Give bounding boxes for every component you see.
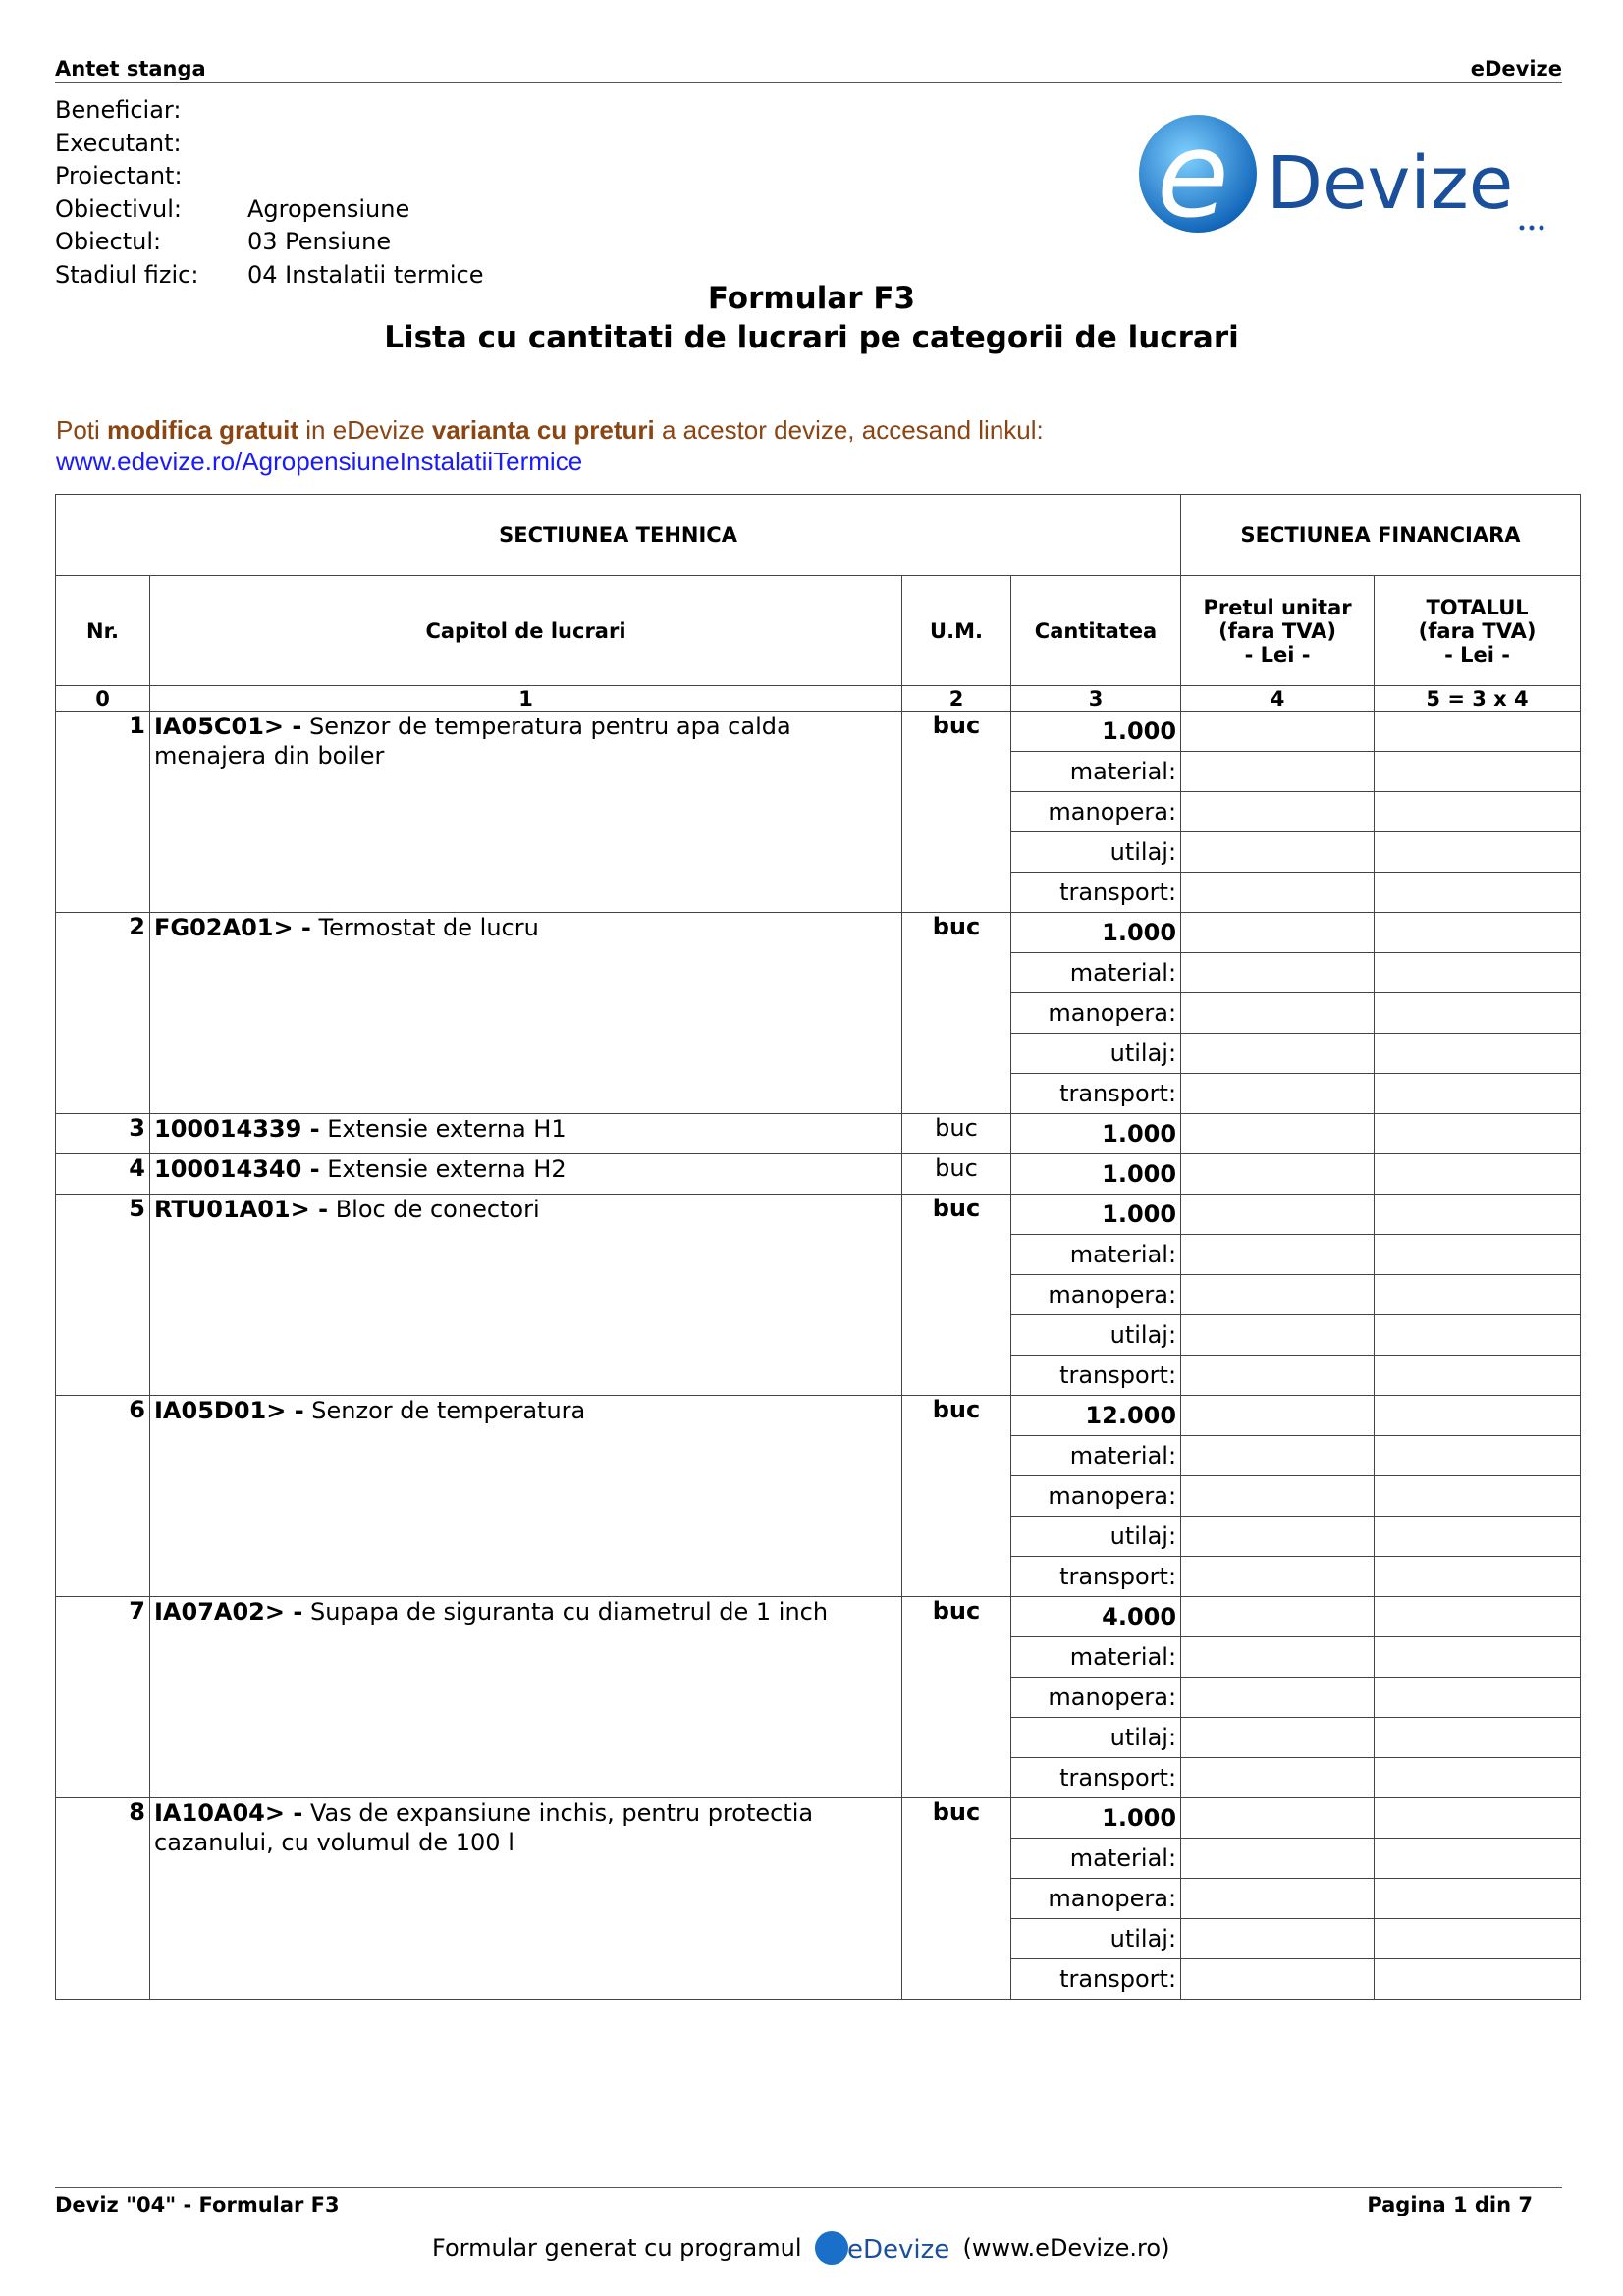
sub-price — [1181, 873, 1375, 913]
item-row — [56, 1798, 1581, 1839]
sub-total — [1375, 752, 1581, 792]
logo-dot — [1540, 226, 1544, 231]
item-price — [1181, 1195, 1375, 1235]
page-title: Formular F3 — [707, 281, 916, 316]
item-nr: 1 — [56, 712, 150, 913]
item-nr: 7 — [56, 1597, 150, 1798]
col-nr: Nr. — [56, 576, 150, 686]
item-total — [1375, 1597, 1581, 1637]
item-desc-cell — [150, 913, 902, 1114]
item-um: buc — [902, 1798, 1011, 2000]
item-nr: 2 — [56, 913, 150, 1114]
item-total — [1375, 1798, 1581, 1839]
item-desc: Termostat de lucru — [318, 914, 539, 941]
footer-logo-circle — [815, 2231, 848, 2265]
item-desc-cell — [150, 1396, 902, 1597]
meta-label: Beneficiar: — [55, 96, 182, 124]
meta-label: Executant: — [55, 129, 182, 157]
item-qty: 1.000 — [1011, 1114, 1181, 1154]
sub-total — [1375, 1315, 1581, 1356]
sub-total — [1375, 953, 1581, 993]
idx-cell: 2 — [902, 686, 1011, 712]
sub-label: material: — [1011, 953, 1181, 993]
meta-block — [55, 94, 483, 292]
item-um: buc — [902, 1396, 1011, 1597]
sub-label: transport: — [1011, 1557, 1181, 1597]
idx-cell: 5 = 3 x 4 — [1375, 686, 1581, 712]
sub-label: manopera: — [1011, 1678, 1181, 1718]
item-row — [56, 1114, 1581, 1154]
sub-price — [1181, 1637, 1375, 1678]
header-divider — [55, 82, 1562, 83]
sub-label: utilaj: — [1011, 1034, 1181, 1074]
sub-price — [1181, 1315, 1375, 1356]
item-code: IA10A04> - — [154, 1799, 303, 1827]
item-row — [56, 913, 1581, 953]
sub-label: material: — [1011, 1235, 1181, 1275]
item-row — [56, 1396, 1581, 1436]
item-desc-cell — [150, 1114, 902, 1154]
sub-label: utilaj: — [1011, 1517, 1181, 1557]
sub-total — [1375, 1356, 1581, 1396]
sub-label: manopera: — [1011, 1879, 1181, 1919]
promo-part: a acestor devize, accesand linkul: — [654, 415, 1044, 445]
item-desc-cell — [150, 1798, 902, 2000]
item-nr: 4 — [56, 1154, 150, 1195]
item-desc: Extensie externa H2 — [327, 1155, 567, 1183]
sub-label: transport: — [1011, 1959, 1181, 2000]
item-price — [1181, 1154, 1375, 1195]
sub-price — [1181, 1074, 1375, 1114]
item-code: IA05C01> - — [154, 713, 302, 740]
sub-total — [1375, 1959, 1581, 2000]
item-desc: Senzor de temperatura pentru apa calda menajera din boiler — [154, 713, 791, 770]
item-code: RTU01A01> - — [154, 1196, 329, 1223]
logo-letter-e: e — [1157, 110, 1229, 238]
meta-value: 03 Pensiune — [247, 228, 392, 255]
meta-label: Stadiul fizic: — [55, 260, 199, 289]
sub-price — [1181, 1034, 1375, 1074]
footer-left: Deviz "04" - Formular F3 — [55, 2193, 340, 2216]
sub-total — [1375, 993, 1581, 1034]
col-total-l2: (fara TVA) — [1418, 618, 1537, 643]
col-total — [1375, 576, 1581, 686]
sub-label: manopera: — [1011, 1476, 1181, 1517]
item-code: 100014340 - — [154, 1155, 320, 1183]
item-row — [56, 1195, 1581, 1235]
item-price — [1181, 1597, 1375, 1637]
item-total — [1375, 1195, 1581, 1235]
meta-row-obiectul — [55, 226, 483, 259]
sub-price — [1181, 1476, 1375, 1517]
meta-row-beneficiar — [55, 94, 483, 128]
sub-label: transport: — [1011, 1074, 1181, 1114]
col-pret-unitar — [1181, 576, 1375, 686]
sub-total — [1375, 1678, 1581, 1718]
sub-price — [1181, 1436, 1375, 1476]
header-left: Antet stanga — [55, 57, 206, 80]
meta-row-executant — [55, 128, 483, 161]
item-qty: 1.000 — [1011, 712, 1181, 752]
sub-price — [1181, 792, 1375, 832]
item-qty: 4.000 — [1011, 1597, 1181, 1637]
item-nr: 3 — [56, 1114, 150, 1154]
header-right: eDevize — [1470, 57, 1562, 80]
item-um: buc — [902, 1154, 1011, 1195]
sub-price — [1181, 1235, 1375, 1275]
item-um: buc — [902, 712, 1011, 913]
sub-total — [1375, 1557, 1581, 1597]
sub-price — [1181, 1557, 1375, 1597]
sub-label: utilaj: — [1011, 1919, 1181, 1959]
index-row — [56, 686, 1581, 712]
item-qty: 1.000 — [1011, 1798, 1181, 1839]
sub-total — [1375, 1758, 1581, 1798]
item-desc-cell — [150, 1597, 902, 1798]
item-um: buc — [902, 1195, 1011, 1396]
item-row — [56, 712, 1581, 752]
sub-total — [1375, 873, 1581, 913]
sub-total — [1375, 1476, 1581, 1517]
col-pret-l2: (fara TVA) — [1218, 618, 1336, 643]
column-header-row — [56, 576, 1581, 686]
item-um: buc — [902, 1114, 1011, 1154]
item-qty: 12.000 — [1011, 1396, 1181, 1436]
sub-total — [1375, 1074, 1581, 1114]
meta-row-proiectant — [55, 160, 483, 193]
quantities-table — [55, 494, 1581, 2000]
idx-cell: 0 — [56, 686, 150, 712]
item-row — [56, 1154, 1581, 1195]
item-nr: 8 — [56, 1798, 150, 2000]
meta-value: 04 Instalatii termice — [247, 260, 484, 289]
item-total — [1375, 913, 1581, 953]
sub-price — [1181, 1879, 1375, 1919]
promo-bold: varianta cu preturi — [431, 415, 655, 445]
logo-dot — [1530, 226, 1535, 231]
item-desc-cell — [150, 1154, 902, 1195]
logo-dot — [1520, 226, 1525, 231]
footer-gen-prefix: Formular generat cu programul — [432, 2234, 802, 2262]
item-code: 100014339 - — [154, 1115, 320, 1143]
sub-price — [1181, 953, 1375, 993]
sub-label: manopera: — [1011, 993, 1181, 1034]
sub-label: utilaj: — [1011, 1718, 1181, 1758]
sub-total — [1375, 1235, 1581, 1275]
sub-total — [1375, 1436, 1581, 1476]
sub-total — [1375, 1879, 1581, 1919]
item-price — [1181, 1114, 1375, 1154]
sub-label: material: — [1011, 752, 1181, 792]
item-total — [1375, 1396, 1581, 1436]
item-price — [1181, 913, 1375, 953]
col-total-l3: - Lei - — [1444, 642, 1510, 667]
sub-label: utilaj: — [1011, 832, 1181, 873]
col-total-l1: TOTALUL — [1426, 595, 1529, 619]
sub-total — [1375, 1839, 1581, 1879]
sub-price — [1181, 1356, 1375, 1396]
item-price — [1181, 1396, 1375, 1436]
item-desc: Extensie externa H1 — [327, 1115, 567, 1143]
sub-price — [1181, 1718, 1375, 1758]
footer-logo — [814, 2228, 951, 2268]
item-um: buc — [902, 913, 1011, 1114]
meta-row-obiectivul — [55, 193, 483, 227]
meta-label: Proiectant: — [55, 162, 183, 189]
item-qty: 1.000 — [1011, 1154, 1181, 1195]
sub-price — [1181, 993, 1375, 1034]
footer-logo-text: eDevize — [846, 2235, 949, 2265]
promo-link[interactable]: www.edevize.ro/AgropensiuneInstalatiiTermice — [56, 447, 583, 476]
col-pret-l3: - Lei - — [1244, 642, 1311, 667]
item-price — [1181, 1798, 1375, 1839]
sub-price — [1181, 1959, 1375, 2000]
item-row — [56, 1597, 1581, 1637]
promo-part: Poti — [56, 415, 108, 445]
item-price — [1181, 712, 1375, 752]
sub-total — [1375, 1718, 1581, 1758]
item-nr: 6 — [56, 1396, 150, 1597]
sub-label: material: — [1011, 1436, 1181, 1476]
item-nr: 5 — [56, 1195, 150, 1396]
page-subtitle: Lista cu cantitati de lucrari pe categorii de lucrari — [384, 320, 1239, 355]
sub-label: manopera: — [1011, 792, 1181, 832]
sub-label: transport: — [1011, 1758, 1181, 1798]
col-capitol: Capitol de lucrari — [150, 576, 902, 686]
item-desc: Senzor de temperatura — [311, 1397, 586, 1424]
sub-total — [1375, 1919, 1581, 1959]
col-cantitate: Cantitatea — [1011, 576, 1181, 686]
meta-label: Obiectivul: — [55, 194, 182, 223]
sub-price — [1181, 1758, 1375, 1798]
item-um: buc — [902, 1597, 1011, 1798]
footer-generated — [432, 2228, 1169, 2268]
section-header-row — [56, 495, 1581, 576]
section-tech: SECTIUNEA TEHNICA — [56, 495, 1181, 576]
sub-label: manopera: — [1011, 1275, 1181, 1315]
sub-label: utilaj: — [1011, 1315, 1181, 1356]
item-code: IA07A02> - — [154, 1598, 303, 1626]
sub-total — [1375, 792, 1581, 832]
sub-label: transport: — [1011, 1356, 1181, 1396]
item-code: IA05D01> - — [154, 1397, 304, 1424]
sub-price — [1181, 832, 1375, 873]
col-um: U.M. — [902, 576, 1011, 686]
item-desc: Bloc de conectori — [335, 1196, 540, 1223]
meta-value: Agropensiune — [247, 194, 410, 223]
sub-price — [1181, 1275, 1375, 1315]
item-total — [1375, 1154, 1581, 1195]
item-desc-cell — [150, 712, 902, 913]
sub-price — [1181, 1517, 1375, 1557]
edevize-logo — [1129, 110, 1561, 238]
sub-label: material: — [1011, 1637, 1181, 1678]
meta-label: Obiectul: — [55, 228, 162, 255]
sub-total — [1375, 832, 1581, 873]
sub-price — [1181, 1678, 1375, 1718]
promo-text — [56, 414, 1044, 477]
logo-word: Devize — [1267, 141, 1514, 226]
sub-price — [1181, 752, 1375, 792]
item-desc-cell — [150, 1195, 902, 1396]
item-total — [1375, 1114, 1581, 1154]
item-code: FG02A01> - — [154, 914, 311, 941]
idx-cell: 1 — [150, 686, 902, 712]
sub-total — [1375, 1275, 1581, 1315]
sub-total — [1375, 1637, 1581, 1678]
promo-bold: modifica gratuit — [107, 415, 299, 445]
item-desc: Vas de expansiune inchis, pentru protectia cazanului, cu volumul de 100 l — [154, 1799, 814, 1856]
sub-total — [1375, 1034, 1581, 1074]
item-qty: 1.000 — [1011, 913, 1181, 953]
idx-cell: 4 — [1181, 686, 1375, 712]
item-desc: Supapa de siguranta cu diametrul de 1 inch — [309, 1598, 829, 1626]
item-total — [1375, 712, 1581, 752]
sub-price — [1181, 1919, 1375, 1959]
footer-gen-suffix: (www.eDevize.ro) — [962, 2234, 1170, 2262]
sub-price — [1181, 1839, 1375, 1879]
sub-total — [1375, 1517, 1581, 1557]
idx-cell: 3 — [1011, 686, 1181, 712]
sub-label: material: — [1011, 1839, 1181, 1879]
promo-part: in eDevize — [298, 415, 432, 445]
section-fin: SECTIUNEA FINANCIARA — [1181, 495, 1581, 576]
footer-divider — [55, 2187, 1562, 2188]
col-pret-l1: Pretul unitar — [1203, 595, 1352, 619]
sub-label: transport: — [1011, 873, 1181, 913]
footer-page: Pagina 1 din 7 — [1367, 2193, 1533, 2216]
item-qty: 1.000 — [1011, 1195, 1181, 1235]
